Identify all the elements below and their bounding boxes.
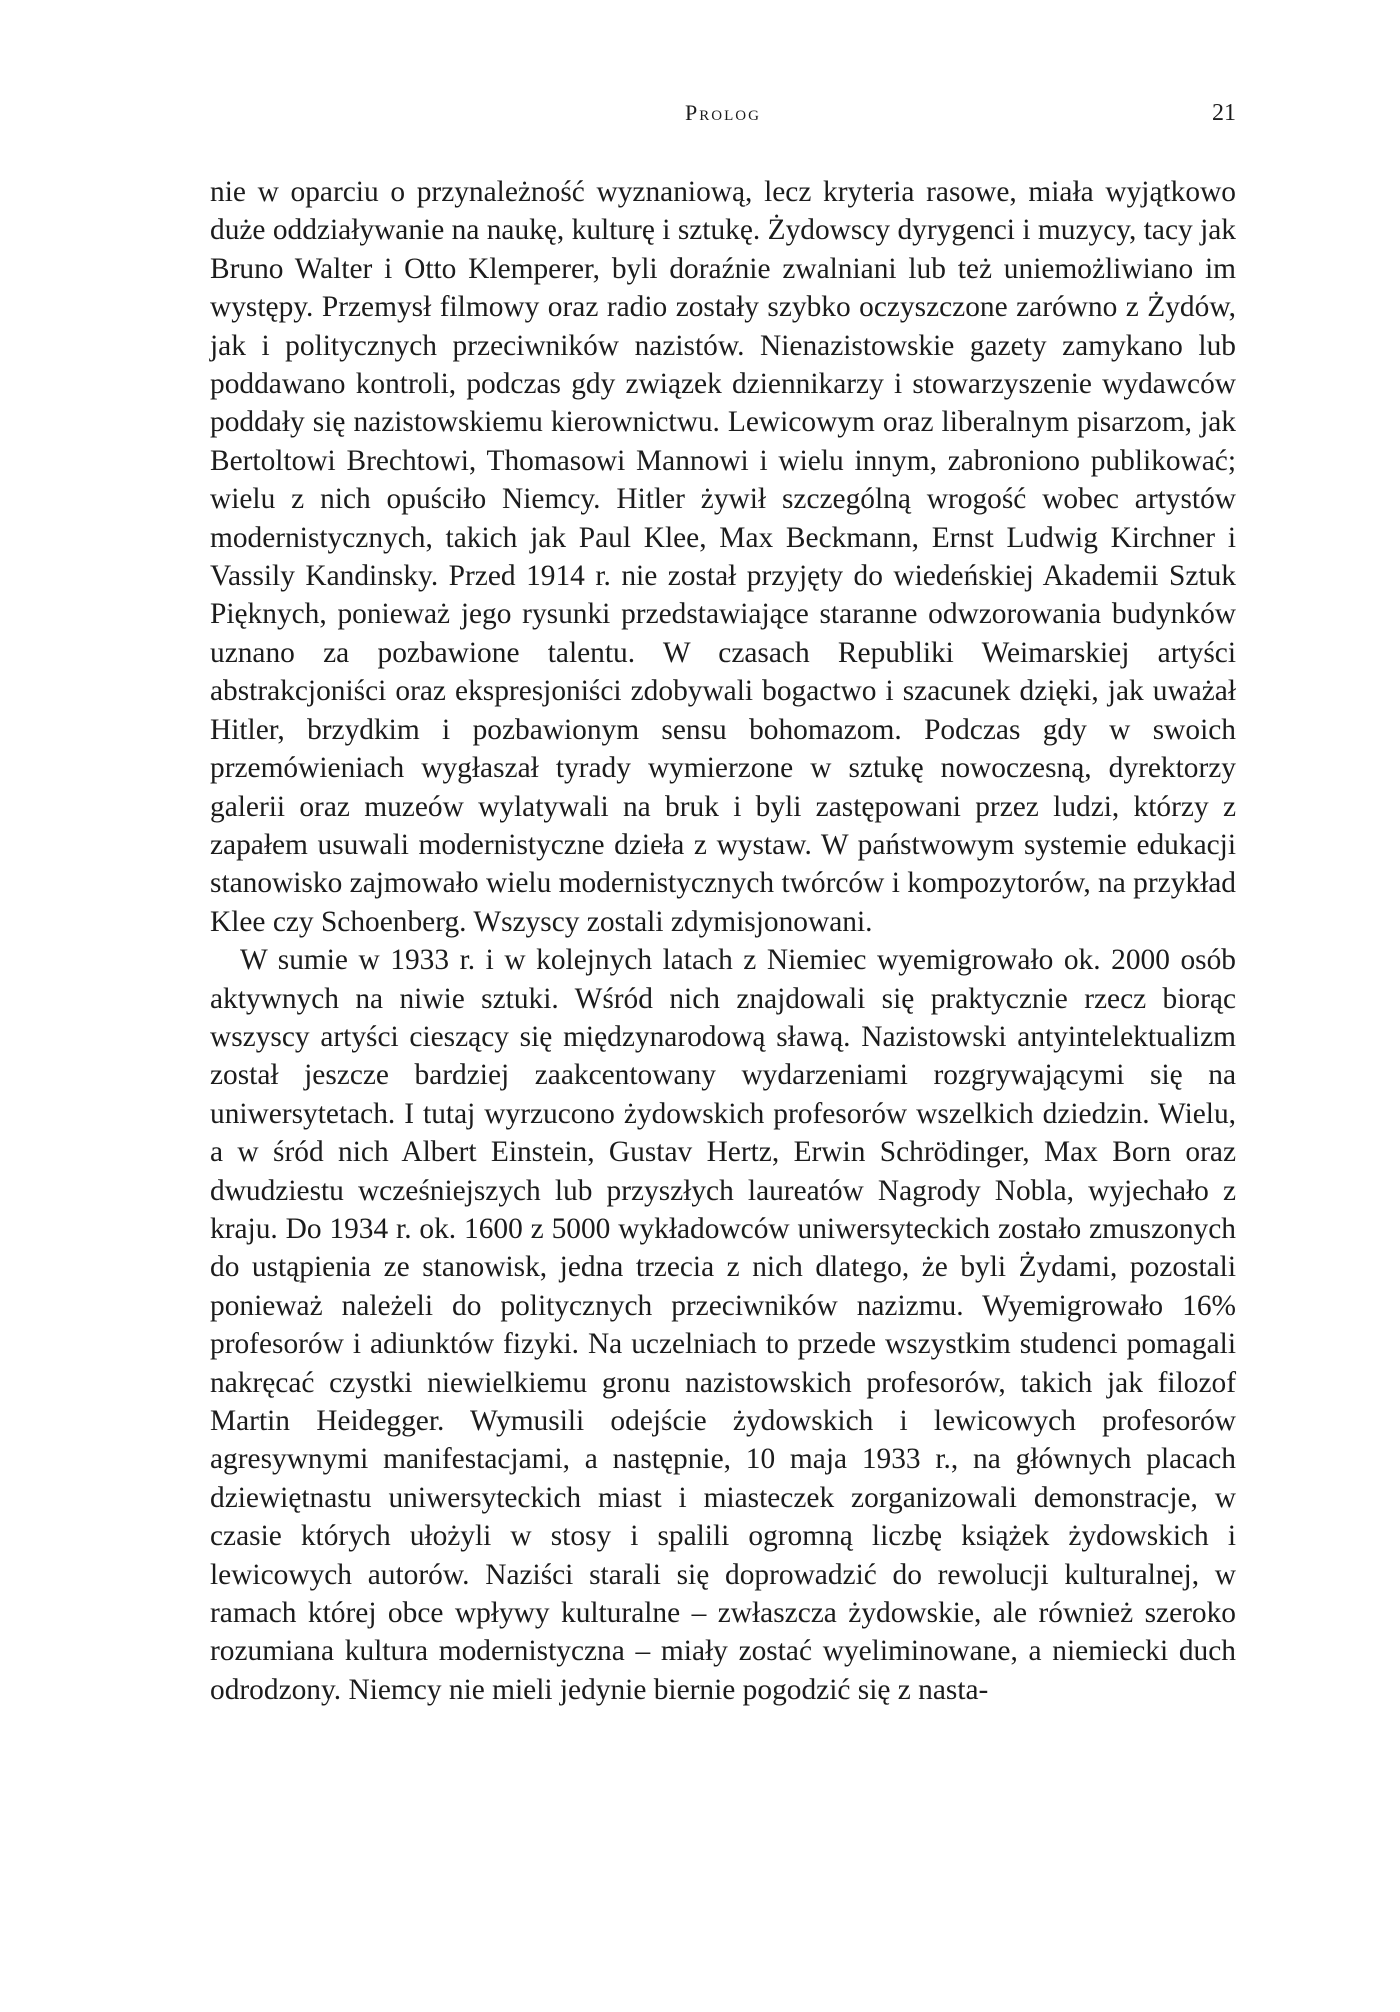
running-title: Prolog	[685, 100, 761, 125]
paragraph: nie w oparciu o przynależność wyznaniową, lecz kryteria rasowe, miała wyjątkowo duże oddziaływanie na naukę, kulturę i sztukę. Żydowscy dyrygenci i muzycy, tacy jak Bruno Walter i Otto Klemperer, byli doraźnie zwalniani lub też uniemożliwiano im występy. Przemysł filmowy oraz radio zostały szybko oczyszczone zarówno z Żydów, jak i politycznych przeciwników nazistów. Nienazistowskie gazety zamykano lub poddawano kontroli, podczas gdy związek dziennikarzy i stowarzyszenie wydawców poddały się nazistowskiemu kierownictwu. Lewicowym oraz liberalnym pisarzom, jak Bertoltowi Brechtowi, Thomasowi Mannowi i wielu innym, zabroniono publikować; wielu z nich opuściło Niemcy. Hitler żywił szczególną wrogość wobec artystów modernistycznych, takich jak Paul Klee, Max Beckmann, Ernst Ludwig Kirchner i Vassily Kandinsky. Przed 1914 r. nie został przyjęty do wiedeńskiej Akademii Sztuk Pięknych, ponieważ jego rysunki przedstawiające staranne odwzorowania budynków uznano za pozbawione talentu. W czasach Republiki Weimarskiej artyści abstrakcjoniści oraz ekspresjoniści zdobywali bogactwo i szacunek dzięki, jak uważał Hitler, brzydkim i pozbawionym sensu bohomazom. Podczas gdy w swoich przemówieniach wygłaszał tyrady wymierzone w sztukę nowoczesną, dyrektorzy galerii oraz muzeów wylatywali na bruk i byli zastępowani przez ludzi, którzy z zapałem usuwali modernistyczne dzieła z wystaw. W państwowym systemie edukacji stanowisko zajmowało wielu modernistycznych twórców i kompozytorów, na przykład Klee czy Schoenberg. Wszyscy zostali zdymisjonowani.	[210, 176, 1236, 938]
paragraph: W sumie w 1933 r. i w kolejnych latach z Niemiec wyemigrowało ok. 2000 osób aktywnych na niwie sztuki. Wśród nich znajdowali się praktycznie rzecz biorąc wszyscy artyści cieszący się międzynarodową sławą. Nazistowski antyintelektualizm został jeszcze bardziej zaakcentowany wydarzeniami rozgrywającymi się na uniwersytetach. I tutaj wyrzucono żydowskich profesorów wszelkich dziedzin. Wielu, a w śród nich Albert Einstein, Gustav Hertz, Erwin Schrödinger, Max Born oraz dwudziestu wcześniejszych lub przyszłych laureatów Nagrody Nobla, wyjechało z kraju. Do 1934 r. ok. 1600 z 5000 wykładowców uniwersyteckich zostało zmuszonych do ustąpienia ze stanowisk, jedna trzecia z nich dlatego, że byli Żydami, pozostali ponieważ należeli do politycznych przeciwników nazizmu. Wyemigrowało 16% profesorów i adiunktów fizyki. Na uczelniach to przede wszystkim studenci pomagali nakręcać czystki niewielkiemu gronu nazistowskich profesorów, takich jak filozof Martin Heidegger. Wymusili odejście żydowskich i lewicowych profesorów agresywnymi manifestacjami, a następnie, 10 maja 1933 r., na głównych placach dziewiętnastu uniwersyteckich miast i miasteczek zorganizowali demonstracje, w czasie których ułożyli w stosy i spalili ogromną liczbę książek żydowskich i lewicowych autorów. Naziści starali się doprowadzić do rewolucji kulturalnej, w ramach której obce wpływy kulturalne – zwłaszcza żydowskie, ale również szeroko rozumiana kultura modernistyczna – miały zostać wyeliminowane, a niemiecki duch odrodzony. Niemcy nie mieli jedynie biernie pogodzić się z nasta-	[210, 944, 1236, 1706]
running-head	[210, 100, 1236, 140]
page-number: 21	[1212, 100, 1236, 126]
body-text	[210, 173, 1236, 1709]
